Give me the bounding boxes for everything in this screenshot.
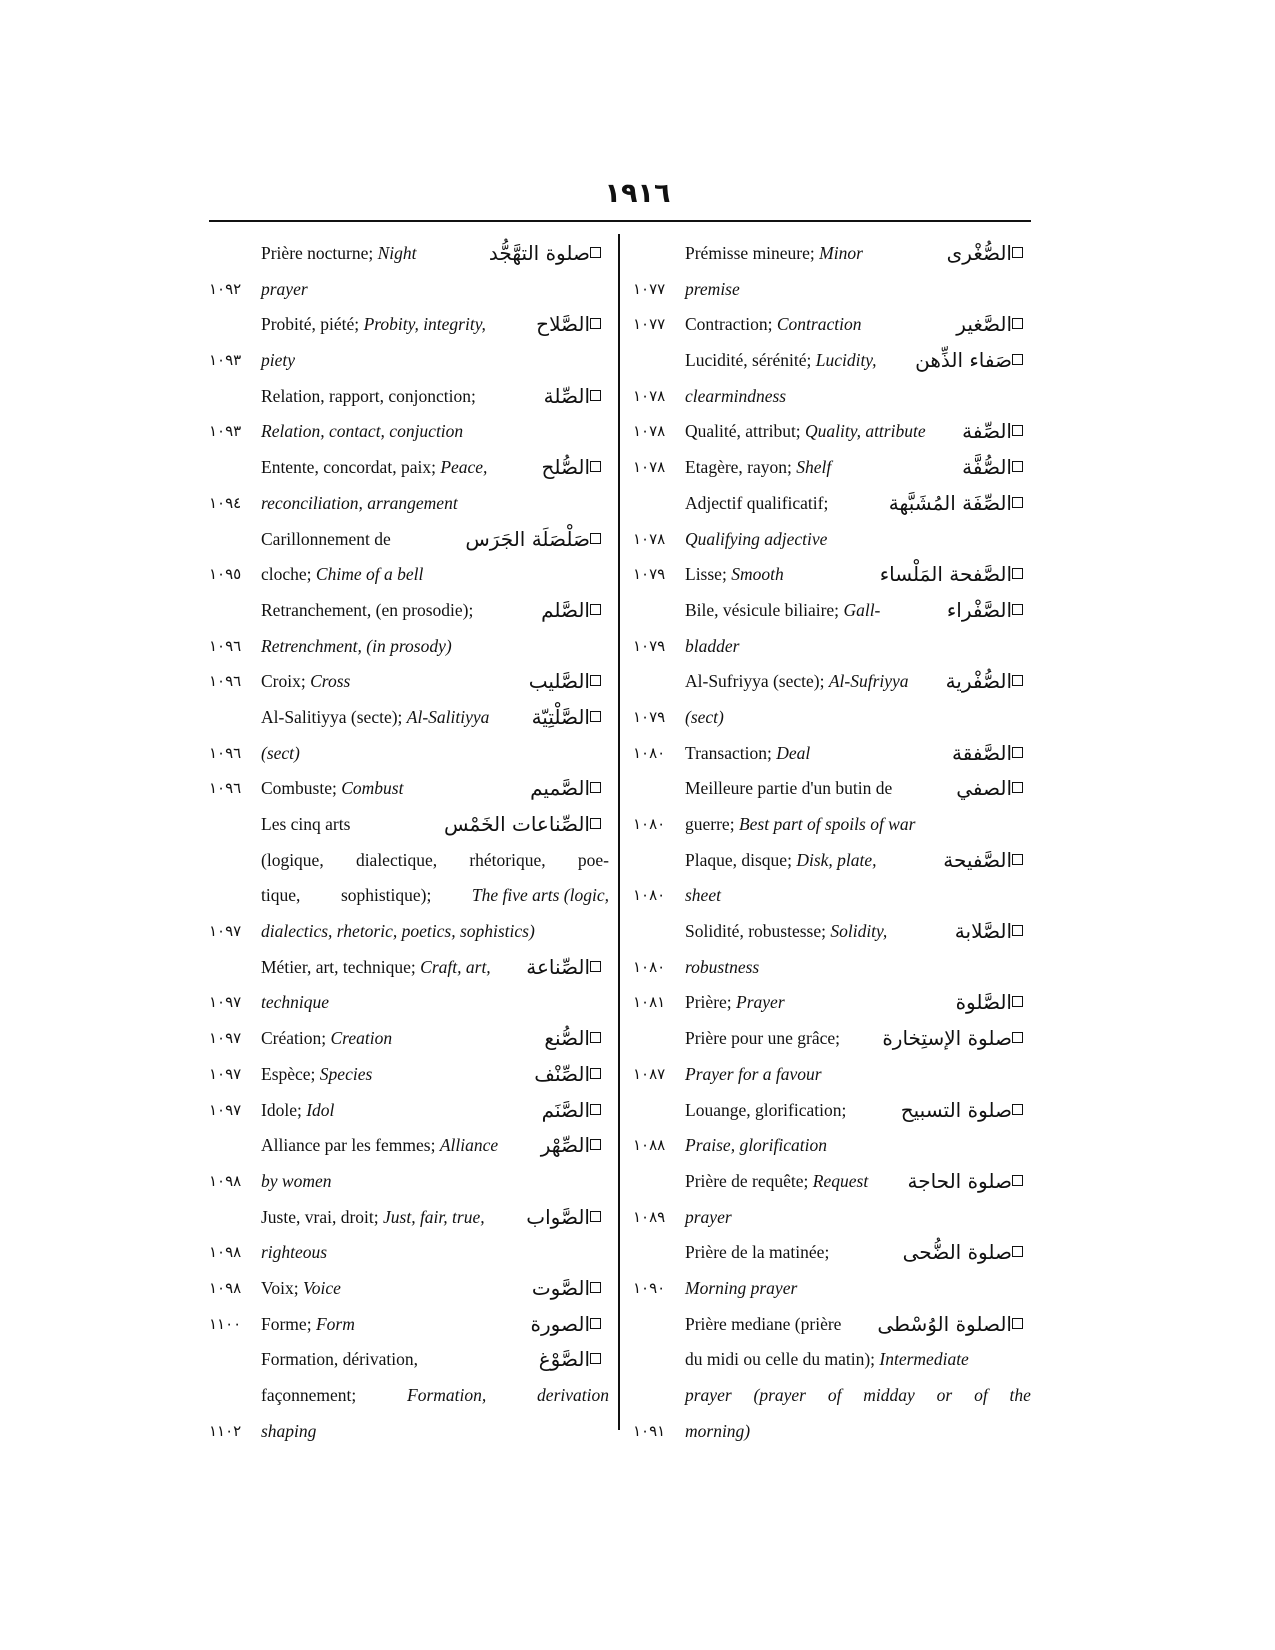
entry-bullet-icon <box>590 390 601 401</box>
entry-headline <box>633 985 1031 1021</box>
translation-text: Retrenchment, (in prosody) <box>261 635 452 656</box>
reference-number: ١٠٩٧ <box>209 1029 242 1048</box>
entry-bullet-icon <box>590 1139 601 1150</box>
entry-bullet-icon <box>590 818 601 829</box>
entry-line <box>209 343 609 379</box>
entry-line <box>209 486 609 522</box>
entry-bullet-icon <box>1012 1318 1023 1329</box>
entry-headline <box>209 807 609 843</box>
reference-number: ١٠٧٩ <box>633 565 666 584</box>
entry-bullet-icon <box>1012 497 1023 508</box>
translation-text: sheet <box>685 885 721 906</box>
translation-text: Lucidité, sérénité; Lucidity, <box>685 350 877 371</box>
reference-number: ١٠٨٨ <box>633 1136 666 1155</box>
entry-bullet-icon <box>1012 747 1023 758</box>
arabic-term: صلوة التهَّجُّد <box>489 236 609 272</box>
reference-number: ١٠٩٦ <box>209 743 242 762</box>
entry-headline <box>633 414 1031 450</box>
entry-headline <box>209 771 609 807</box>
entry-bullet-icon <box>1012 1032 1023 1043</box>
translation-text: (logique, dialectique, rhétorique, poe- <box>261 849 609 870</box>
entry-headline <box>209 379 609 415</box>
translation-text: Prémisse mineure; Minor <box>685 243 863 263</box>
translation-text: Qualifying adjective <box>685 528 828 549</box>
arabic-term: الصَّفيحة <box>943 843 1031 879</box>
translation-text: Praise, glorification <box>685 1135 827 1156</box>
translation-text: Al-Sufriyya (secte); Al-Sufriyya <box>685 671 909 692</box>
translation-text: Al-Salitiyya (secte); Al-Salitiyya <box>261 706 490 727</box>
arabic-term: الصَّلابة <box>955 914 1031 950</box>
arabic-term: الصُّنع <box>544 1021 609 1057</box>
translation-text: Meilleure partie d'un butin de <box>685 778 893 799</box>
entry-bullet-icon <box>590 782 601 793</box>
translation-text: prayer (prayer of midday or of the <box>685 1385 1031 1405</box>
translation-text: morning) <box>685 1420 751 1441</box>
arabic-term: الصِّهْر <box>541 1128 609 1164</box>
entry-bullet-icon <box>1012 568 1023 579</box>
translation-text: Croix; Cross <box>261 671 351 692</box>
left-column <box>209 236 609 1449</box>
entry-bullet-icon <box>1012 996 1023 1007</box>
reference-number: ١٠٩٨ <box>209 1278 242 1297</box>
translation-text: Alliance par les femmes; Alliance <box>261 1135 499 1156</box>
translation-text: Combuste; Combust <box>261 778 404 799</box>
reference-number: ١٠٩٣ <box>209 422 242 441</box>
entry-headline <box>209 307 609 343</box>
arabic-term: الصَّفحة المَلْساء <box>880 557 1031 593</box>
arabic-term: صلوة الضُّحى <box>903 1235 1031 1271</box>
entry-bullet-icon <box>1012 1246 1023 1257</box>
translation-text: Louange, glorification; <box>685 1099 847 1120</box>
translation-text: Prayer for a favour <box>685 1063 822 1084</box>
arabic-term: الصَّلم <box>541 593 609 629</box>
reference-number: ١٠٩٧ <box>209 922 242 941</box>
entry-bullet-icon <box>590 1353 601 1364</box>
reference-number: ١٠٧٨ <box>633 386 666 405</box>
translation-text: dialectics, rhetoric, poetics, sophistics) <box>261 921 535 942</box>
translation-text: premise <box>685 278 740 299</box>
translation-text: Plaque, disque; Disk, plate, <box>685 849 877 870</box>
entry-headline <box>633 236 1031 272</box>
entry-headline <box>633 1235 1031 1271</box>
right-column <box>633 236 1031 1449</box>
entry-bullet-icon <box>1012 247 1023 258</box>
entry-bullet-icon <box>1012 925 1023 936</box>
entry-line <box>209 914 609 950</box>
entry-line <box>633 522 1031 558</box>
translation-text: Prière; Prayer <box>685 992 785 1013</box>
translation-text: Etagère, rayon; Shelf <box>685 457 832 478</box>
entry-line <box>633 1200 1031 1236</box>
entry-bullet-icon <box>1012 1175 1023 1186</box>
translation-text: Morning prayer <box>685 1277 798 1298</box>
reference-number: ١٠٧٩ <box>633 707 666 726</box>
reference-number: ١٠٩٧ <box>209 993 242 1012</box>
translation-text: Prière pour une grâce; <box>685 1028 840 1049</box>
entry-line <box>633 1057 1031 1093</box>
reference-number: ١١٠٠ <box>209 1314 242 1333</box>
entry-headline <box>209 664 609 700</box>
reference-number: ١٠٨٠ <box>633 743 666 762</box>
entry-bullet-icon <box>1012 1104 1023 1115</box>
entry-bullet-icon <box>1012 461 1023 472</box>
entry-headline <box>209 522 609 558</box>
entry-headline <box>633 771 1031 807</box>
translation-text: Adjectif qualificatif; <box>685 492 829 513</box>
reference-number: ١٠٧٨ <box>633 422 666 441</box>
entry-headline <box>209 1271 609 1307</box>
translation-text: Idole; Idol <box>261 1099 335 1120</box>
translation-text: piety <box>261 350 296 371</box>
arabic-term: الصَّنَم <box>542 1093 609 1129</box>
translation-text: Transaction; Deal <box>685 742 811 763</box>
translation-text: Formation, dérivation, <box>261 1349 418 1370</box>
entry-bullet-icon <box>1012 604 1023 615</box>
entry-line <box>209 1414 609 1450</box>
entry-line <box>633 878 1031 914</box>
translation-text: reconciliation, arrangement <box>261 492 458 513</box>
entry-line <box>209 878 609 914</box>
entry-headline <box>209 1021 609 1057</box>
arabic-term: الصُّفَّة <box>962 450 1031 486</box>
translation-text: Relation, rapport, conjonction; <box>261 385 476 406</box>
translation-text: prayer <box>685 1206 732 1227</box>
entry-headline <box>209 593 609 629</box>
entry-line <box>633 950 1031 986</box>
translation-text: shaping <box>261 1420 317 1441</box>
arabic-term: الصفي <box>956 771 1031 807</box>
translation-text: Probité, piété; Probity, integrity, <box>261 314 486 335</box>
entry-line <box>633 272 1031 308</box>
arabic-term: الصَّلاح <box>536 307 609 343</box>
entry-headline <box>633 486 1031 522</box>
entry-headline <box>209 1128 609 1164</box>
translation-text: façonnement; Formation, derivation <box>261 1385 609 1405</box>
translation-text: bladder <box>685 635 740 656</box>
entry-headline <box>633 450 1031 486</box>
reference-number: ١٠٨١ <box>633 993 666 1012</box>
entry-headline <box>633 1164 1031 1200</box>
entry-line <box>209 1378 609 1414</box>
translation-text: cloche; Chime of a bell <box>261 564 424 585</box>
entry-bullet-icon <box>590 604 601 615</box>
entry-bullet-icon <box>1012 425 1023 436</box>
arabic-term: صلوة التسبيح <box>901 1093 1031 1129</box>
translation-text: (sect) <box>685 706 724 727</box>
arabic-term: الصلوة الوُسْطى <box>877 1307 1031 1343</box>
arabic-term: الصَّغير <box>956 307 1031 343</box>
entry-headline <box>209 1307 609 1343</box>
entry-headline <box>633 343 1031 379</box>
arabic-term: الصَّلوة <box>956 985 1031 1021</box>
entry-line <box>633 1128 1031 1164</box>
reference-number: ١٠٩٨ <box>209 1243 242 1262</box>
arabic-term: الصُّغْرى <box>947 236 1031 272</box>
reference-number: ١٠٩٠ <box>633 1278 666 1297</box>
entry-headline <box>633 307 1031 343</box>
entry-line <box>633 700 1031 736</box>
header-rule <box>209 220 1031 222</box>
entry-bullet-icon <box>590 961 601 972</box>
reference-number: ١٠٨٠ <box>633 886 666 905</box>
entry-bullet-icon <box>590 1282 601 1293</box>
translation-text: Carillonnement de <box>261 528 391 549</box>
arabic-term: صلوة الإستِخارة <box>882 1021 1031 1057</box>
entry-headline <box>209 700 609 736</box>
translation-text: Les cinq arts <box>261 814 351 834</box>
entry-line <box>209 272 609 308</box>
entry-line <box>209 414 609 450</box>
translation-text: Contraction; Contraction <box>685 314 862 335</box>
entry-headline <box>633 843 1031 879</box>
translation-text: Métier, art, technique; Craft, art, <box>261 956 491 977</box>
translation-text: Bile, vésicule biliaire; Gall- <box>685 599 881 620</box>
arabic-term: الصُّلح <box>541 450 609 486</box>
entry-headline <box>209 450 609 486</box>
entry-line <box>633 1378 1031 1414</box>
reference-number: ١٠٩٣ <box>209 351 242 370</box>
arabic-term: الصَّلْتِيّة <box>532 700 609 736</box>
reference-number: ١٠٨٠ <box>633 957 666 976</box>
translation-text: clearmindness <box>685 385 787 406</box>
translation-text: Retranchement, (en prosodie); <box>261 599 474 620</box>
entry-line <box>209 629 609 665</box>
translation-text: Création; Creation <box>261 1028 393 1049</box>
entry-bullet-icon <box>590 318 601 329</box>
entry-line <box>209 843 609 879</box>
reference-number: ١٠٨٧ <box>633 1064 666 1083</box>
entry-headline <box>633 557 1031 593</box>
translation-text: guerre; Best part of spoils of war <box>685 814 916 834</box>
entry-bullet-icon <box>590 1104 601 1115</box>
translation-text: Prière de la matinée; <box>685 1242 830 1263</box>
reference-number: ١٠٩٧ <box>209 1064 242 1083</box>
arabic-term: الصَّفْراء <box>947 593 1031 629</box>
entry-bullet-icon <box>590 711 601 722</box>
reference-number: ١٠٧٧ <box>633 279 666 298</box>
translation-text: Prière de requête; Request <box>685 1170 869 1191</box>
entry-line <box>633 629 1031 665</box>
translation-text: by women <box>261 1170 332 1191</box>
arabic-term: صلوة الحاجة <box>907 1164 1031 1200</box>
reference-number: ١٠٩٦ <box>209 672 242 691</box>
translation-text: Entente, concordat, paix; Peace, <box>261 457 488 478</box>
translation-text: tique, sophistique); The five arts (logic, <box>261 885 609 906</box>
arabic-term: الصِّفَة المُشَبَّهة <box>889 486 1031 522</box>
translation-text: righteous <box>261 1242 328 1263</box>
entry-line <box>209 736 609 772</box>
entry-bullet-icon <box>1012 782 1023 793</box>
translation-text: Juste, vrai, droit; Just, fair, true, <box>261 1206 485 1227</box>
translation-text: Prière mediane (prière <box>685 1313 842 1334</box>
entry-headline <box>209 1200 609 1236</box>
reference-number: ١٠٩٢ <box>209 279 242 298</box>
entry-headline <box>209 1057 609 1093</box>
translation-text: Lisse; Smooth <box>685 564 784 585</box>
entry-line <box>633 807 1031 843</box>
translation-text: Espèce; Species <box>261 1063 373 1084</box>
arabic-term: الصِّلة <box>544 379 609 415</box>
entry-headline <box>633 1307 1031 1343</box>
entry-bullet-icon <box>590 1211 601 1222</box>
reference-number: ١٠٩٨ <box>209 1171 242 1190</box>
entry-bullet-icon <box>590 461 601 472</box>
arabic-term: الصَّوْغ <box>539 1342 609 1378</box>
entry-headline <box>633 914 1031 950</box>
reference-number: ١٠٩٦ <box>209 779 242 798</box>
reference-number: ١٠٩١ <box>633 1421 666 1440</box>
entry-bullet-icon <box>590 533 601 544</box>
translation-text: Qualité, attribut; Quality, attribute <box>685 421 926 442</box>
reference-number: ١٠٧٧ <box>633 315 666 334</box>
entry-line <box>209 1164 609 1200</box>
arabic-term: الصَّواب <box>526 1200 609 1236</box>
entry-line <box>633 1414 1031 1450</box>
reference-number: ١٠٩٤ <box>209 493 242 512</box>
entry-line <box>633 379 1031 415</box>
entry-line <box>209 985 609 1021</box>
entry-headline <box>209 950 609 986</box>
entry-headline <box>209 236 609 272</box>
arabic-term: الصِّناعات الخَمْس <box>444 807 609 843</box>
column-divider <box>618 234 620 1430</box>
reference-number: ١٠٩٥ <box>209 565 242 584</box>
page-number: ١٩١٦ <box>604 178 671 209</box>
entry-bullet-icon <box>1012 675 1023 686</box>
entry-bullet-icon <box>590 675 601 686</box>
entry-bullet-icon <box>1012 354 1023 365</box>
translation-text: Solidité, robustesse; Solidity, <box>685 921 888 942</box>
entry-headline <box>633 736 1031 772</box>
reference-number: ١٠٧٩ <box>633 636 666 655</box>
arabic-term: الصَّوت <box>532 1271 609 1307</box>
entry-bullet-icon <box>590 247 601 258</box>
entry-bullet-icon <box>590 1318 601 1329</box>
arabic-term: الصُّفْرية <box>946 664 1031 700</box>
entry-headline <box>633 664 1031 700</box>
entry-line <box>633 1342 1031 1378</box>
translation-text: Voix; Voice <box>261 1277 341 1298</box>
entry-bullet-icon <box>1012 854 1023 865</box>
translation-text: (sect) <box>261 742 300 763</box>
translation-text: Relation, contact, conjuction <box>261 421 464 442</box>
arabic-term: الصَّليب <box>529 664 609 700</box>
arabic-term: الصِّفة <box>962 414 1031 450</box>
entry-headline <box>209 1093 609 1129</box>
entry-headline <box>209 1342 609 1378</box>
arabic-term: الصَّفقة <box>952 736 1031 772</box>
translation-text: robustness <box>685 956 760 977</box>
entry-line <box>209 557 609 593</box>
entry-bullet-icon <box>1012 318 1023 329</box>
arabic-term: الصِّنْف <box>534 1057 609 1093</box>
arabic-term: صَلْصَلَة الجَرَس <box>465 522 609 558</box>
reference-number: ١١٠٢ <box>209 1421 242 1440</box>
entry-bullet-icon <box>590 1068 601 1079</box>
reference-number: ١٠٧٨ <box>633 458 666 477</box>
translation-text: technique <box>261 992 330 1013</box>
translation-text: Prière nocturne; Night <box>261 243 417 263</box>
arabic-term: الصَّميم <box>530 771 609 807</box>
reference-number: ١٠٩٧ <box>209 1100 242 1119</box>
arabic-term: الصورة <box>531 1307 609 1343</box>
arabic-term: صَفاء الذِّهن <box>915 343 1031 379</box>
reference-number: ١٠٨٠ <box>633 815 666 833</box>
reference-number: ١٠٧٨ <box>633 529 666 548</box>
entry-line <box>633 1271 1031 1307</box>
reference-number: ١٠٨٩ <box>633 1207 666 1226</box>
entry-headline <box>633 1021 1031 1057</box>
entry-line <box>209 1235 609 1271</box>
reference-number: ١٠٩٦ <box>209 636 242 655</box>
translation-text: du midi ou celle du matin); Intermediate <box>685 1349 969 1370</box>
translation-text: Forme; Form <box>261 1313 355 1334</box>
entry-headline <box>633 1093 1031 1129</box>
entry-bullet-icon <box>590 1032 601 1043</box>
arabic-term: الصِّناعة <box>526 950 609 986</box>
translation-text: prayer <box>261 278 308 299</box>
entry-headline <box>633 593 1031 629</box>
